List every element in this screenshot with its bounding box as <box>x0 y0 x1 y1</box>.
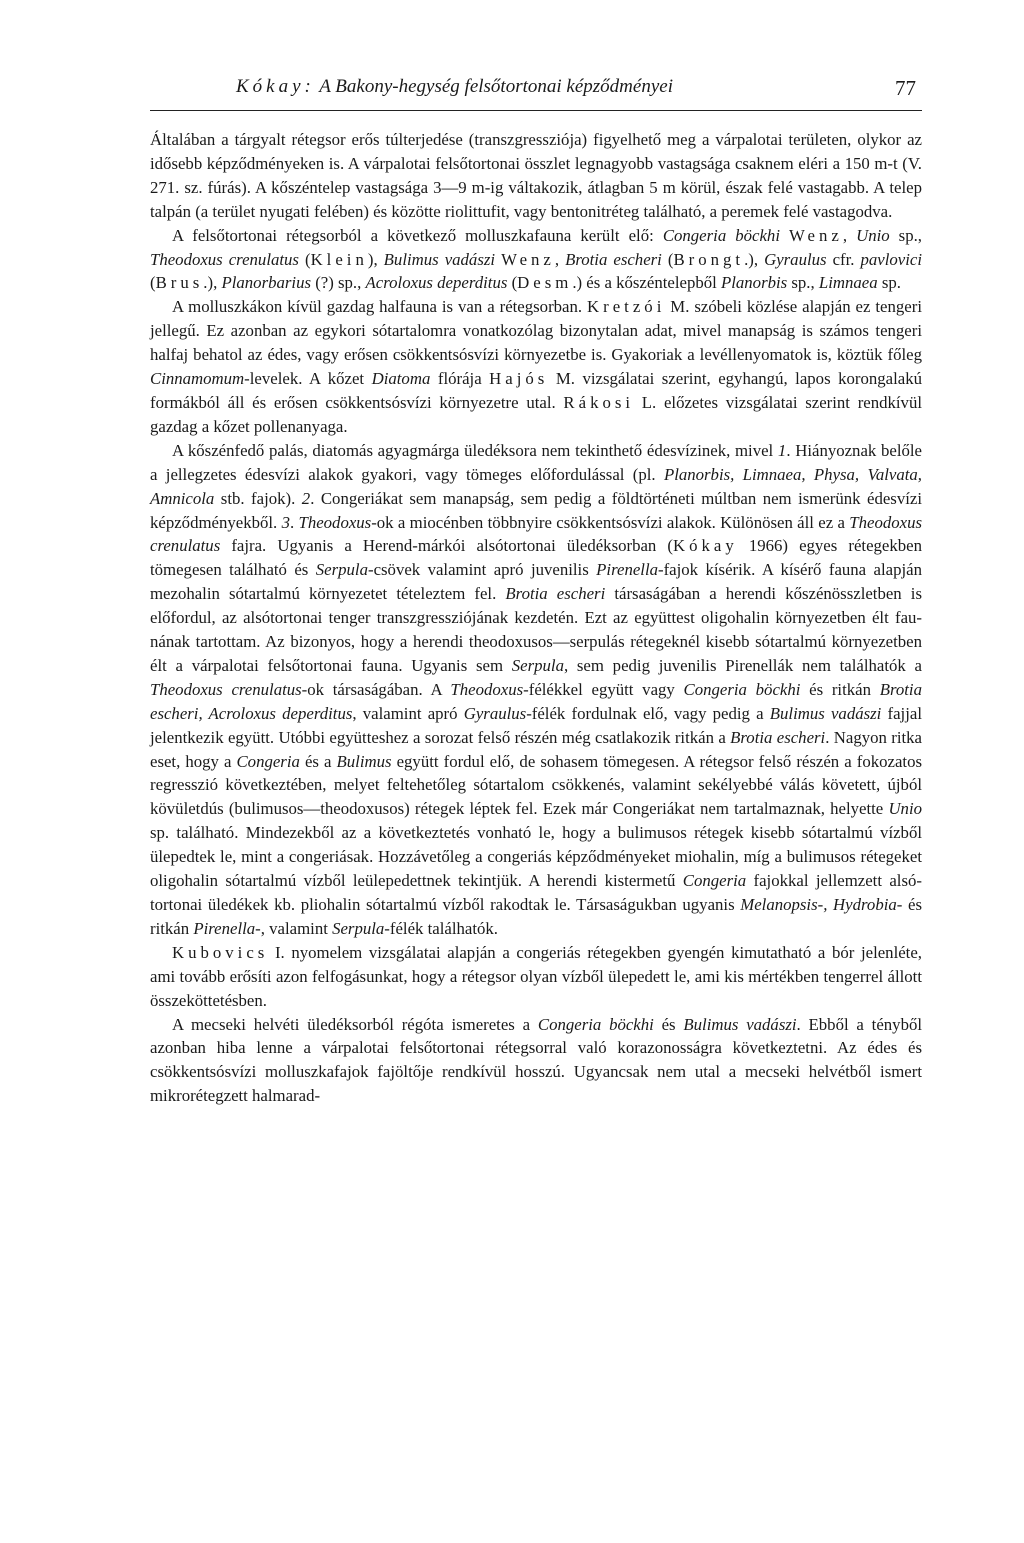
text-run <box>780 226 789 245</box>
running-title <box>236 76 673 98</box>
text-run: flórája <box>430 369 490 389</box>
taxon-italic: Bulimus vadászi <box>683 1014 797 1034</box>
text-run: sp., <box>889 225 922 245</box>
text-run: Általában a tárgyalt rétegsor erős túlterjedése (transzgressziója) figyelhető meg a várpalotai területen, olykor az idősebb képződményeken is. A várpalotai felsőtortonai összlet legnagyobb vastagsága csaknem eléri a 150 m-t (V. 271. sz. fúrás). A kőszéntelep vastagsága 3—9 m-ig váltakozik, átlagban 5 m körül, észak felé vastagabb. A telep talpán (a terület nyugati felében) és közötte riolittufit, vagy bentonitréteg található, a peremek felé vastagodva. <box>150 130 922 221</box>
taxon-italic: Bulimus vadászi <box>769 703 882 723</box>
text-run: -levelek. A kőzet <box>244 369 372 389</box>
taxon-italic: Brotia escheri <box>565 249 662 269</box>
taxon-italic: Congeria böckhi <box>683 679 801 699</box>
text-run: és a <box>299 751 337 771</box>
taxon-italic: Bulimus <box>336 751 392 771</box>
text-run: és ritkán <box>800 679 880 699</box>
text-run: M. szóbeli közlése alapján ez tengeri jellegű. Ez azonban az egykori sótartalomra vonatkozólag bizonytalan adat, mivel manapság is számos tengeri halfaj behatol az édes, vagy erősen csökkentsósvízi környezetbe is. Gyakoriak a levéllenyomatok is, köztük főleg <box>150 297 922 365</box>
taxon-italic: Congeria <box>236 751 300 771</box>
taxon-italic: Brotia escheri <box>505 584 606 604</box>
paragraph <box>150 439 922 941</box>
text-run: , <box>554 249 566 269</box>
taxon-italic: 3 <box>281 512 290 532</box>
text-run: -ok a miocénben többnyire csökkentsósvízi alakok. Különösen áll ez a <box>371 512 850 532</box>
taxon-italic: Planorbarius <box>221 273 311 293</box>
text-run: sp. <box>877 273 901 293</box>
text-run: .) és a kőszéntelepből <box>572 273 721 293</box>
header-title: A Bakony-hegység felsőtortonai képződményei <box>319 76 673 97</box>
text-run: ( <box>661 249 674 269</box>
taxon-italic: Unio <box>888 799 922 819</box>
taxon-italic: Pirenella <box>596 560 658 580</box>
text-run: cfr. <box>826 249 861 269</box>
text-run: stb. fajok). <box>214 488 302 508</box>
text-run: . <box>289 512 299 532</box>
text-run: (?) sp., <box>311 273 366 293</box>
author-name: Rákosi <box>563 392 635 412</box>
text-run: A molluszkákon kívül gazdag halfauna is van a rétegsorban. <box>172 297 588 317</box>
text-run: és ritkán <box>150 895 922 938</box>
taxon-italic: Brotia escheri <box>730 727 826 747</box>
paragraph <box>150 941 922 1013</box>
text-run: A mecseki helvéti üledéksorból régóta ismeretes a <box>172 1014 538 1034</box>
paragraph <box>150 224 922 296</box>
taxon-italic: Brotia escheri, Acroloxus deperditus <box>150 679 922 723</box>
page-number: 77 <box>895 76 916 100</box>
text-run: . Hiányoznak belőle a jellegzetes édesvízi alakok gyakori, vagy tömeges előfordulással (pl. <box>150 440 922 484</box>
text-run: , sem pedig juvenilis Pirenellák nem találhatók a <box>563 655 922 675</box>
author-name: Brongt <box>673 249 745 269</box>
text-run: fajra. Ugyanis a Herend-márkói alsótortonai üledéksorban ( <box>220 536 673 556</box>
taxon-italic: Diatoma <box>371 369 431 389</box>
running-header <box>150 70 922 111</box>
taxon-italic: Congeria <box>682 871 747 891</box>
taxon-italic: Congeria böckhi <box>537 1014 654 1034</box>
text-run: -félék fordulnak elő, vagy pedig a <box>526 703 770 723</box>
text-run: -csövek valamint apró juvenilis <box>367 560 597 580</box>
paragraph <box>150 295 922 438</box>
author-name: Hajós <box>489 369 549 389</box>
author-name: Desm <box>517 273 573 293</box>
taxon-italic: Serpula <box>315 560 368 580</box>
text-run: -fajok kísérik. A kísérő fauna alapján mezohalin sótartalmú környezetet tételeztem fel. <box>150 560 922 604</box>
author-name: Brus <box>155 273 204 293</box>
text-run: M. vizsgálatai szerint, egyhangú, lapos korongalakú formákból áll és erősen csökkentsósvízi környezetre utal. <box>150 369 922 412</box>
taxon-italic: Limnaea <box>818 273 878 293</box>
author-name: Kókay <box>672 536 738 556</box>
taxon-italic: Bulimus vadászi <box>383 249 496 269</box>
author-name: Wenz <box>501 249 555 269</box>
taxon-italic: Planorbis <box>720 273 788 293</box>
text-run: , valamint <box>260 918 333 938</box>
taxon-italic: Serpula <box>511 655 564 675</box>
text-run: ( <box>507 273 518 293</box>
taxon-italic: Serpula <box>332 918 385 938</box>
paragraph <box>150 1013 922 1109</box>
author-name: Wenz <box>789 225 843 245</box>
text-run: I. nyomelem vizsgálatai alapján a congeriás rétegekben gyengén kimutatható a bór jelenléte, ami tovább erősíti azon felfogásunkat, hogy a rétegsor olyan vízből ülepedett le, ami kis mértékben tengerrel állott összeköttetésben. <box>150 942 922 1010</box>
taxon-italic: Cinnamomum <box>150 369 245 389</box>
text-run: A felsőtortonai rétegsorból a következő molluszkafauna került elő: <box>172 225 663 245</box>
taxon-italic: Theodoxus <box>298 512 372 532</box>
text-run: -félék találhatók. <box>384 918 498 938</box>
taxon-italic: Gyraulus <box>764 249 827 269</box>
taxon-italic: Pirenella- <box>193 918 261 938</box>
taxon-italic: Theodoxus crenulatus <box>150 512 923 556</box>
body-text <box>150 128 922 1108</box>
author-name: Kubovics <box>172 942 269 962</box>
taxon-italic: Planorbis, Limnaea, Physa, Valvata, Amnicola <box>150 464 922 508</box>
text-run: L. előzetes vizsgálatai szerint rendkívül gazdag a kőzet pollenanyaga. <box>150 392 923 436</box>
header-author: Kókay: <box>236 76 315 97</box>
text-run: . Ebből a tényből azonban hiba lenne a várpalotai felsőtortonai rétegsorral való korazonosságra következtetni. Az édes és csökkentsósvízi molluszkafajok fajöltője rendkívül hosszú. Ugyancsak nem utal a mecseki helvétből ismert mikrorétegzett halmarad- <box>150 1014 923 1106</box>
text-run: 1966) egyes rétegekben tömegesen található és <box>150 536 922 580</box>
text-run: sp. található. Mindezekből az a következtetés vonható le, hogy a bulimusos rétegek kisebb sótartalmú vízből ülepedtek le, mint a congeriásak. Hozzávetőleg a congeriás képződményeket miohalin, míg a bulimusos rétegeket oligohalin sótartalmú vízből leülepedettnek tekintjük. A herendi kistermetű <box>150 823 922 891</box>
taxon-italic: 2 <box>301 488 311 508</box>
taxon-italic: Theodoxus crenulatus <box>150 249 299 269</box>
text-run: A kőszénfedő palás, diatomás agyagmárga üledéksora nem tekinthető édesvízinek, mivel <box>172 440 778 460</box>
text-run: . Congeriákat sem manapság, sem pedig a földtörténeti múltban nem ismerünk édesvízi képződményekből. <box>150 488 922 532</box>
paragraph <box>150 128 922 224</box>
text-run: és <box>653 1014 684 1034</box>
text-run: , <box>842 225 857 245</box>
taxon-italic: Melanopsis-, Hydrobia- <box>740 895 903 914</box>
taxon-italic: Acroloxus deperditus <box>365 273 508 293</box>
taxon-italic: Theodoxus crenulatus <box>150 679 302 699</box>
text-run: ( <box>150 273 156 293</box>
text-run: .), <box>203 273 222 293</box>
text-run: együtt fordul elő, de sohasem tömegesen. A rétegsor felső részén a fokozatos regresszió következtében, melyet feltehetőleg sótartalom csökkenés, valamint sekélyebbé válás követett, újból kövületdús (bulimusos—theodoxusos) rétegek léptek fel. Ezek már Congeriákat nem tartalmaznak, helyette <box>150 751 922 819</box>
author-name: Klein <box>310 249 368 269</box>
text-run: -ok társaságában. A <box>301 679 451 699</box>
text-run: .), <box>744 249 765 269</box>
taxon-italic: Congeria böckhi <box>662 225 780 245</box>
taxon-italic: Unio <box>856 225 890 245</box>
taxon-italic: 1 <box>777 440 787 460</box>
text-run: ( <box>298 249 311 269</box>
text-run: -félékkel együtt vagy <box>523 679 684 699</box>
taxon-italic: pavlovici <box>860 249 922 269</box>
author-name: Kretzói <box>587 297 666 317</box>
text-run: ), <box>367 249 384 269</box>
text-run: , valamint apró <box>352 703 464 723</box>
text-run: fajjal jelentkezik együtt. Utóbbi együtteshez a sorozat felső részén még csatlakozik ritkán a <box>150 703 922 747</box>
text-run: . Nagyon ritka eset, hogy a <box>150 727 922 771</box>
text-run: társaságában a herendi kőszénösszletben is előfordul, az alsótortonai tenger transzgressziójának kezdetén. Ezt az együttest oligohalin környezetben élt faunának tartottam. Az bizonyos, hogy a herendi theodoxusos—serpulás rétegeknél kisebb sótartalmú környezetben élt a várpalotai felsőtortonai fauna. Ugyanis sem <box>150 584 922 675</box>
text-run: fajokkal jellemzett alsótortonai üledékek kb. pliohalin sótartalmú vízből rakodtak le. Társaságukban ugyanis <box>150 871 922 914</box>
text-run: sp., <box>787 273 819 293</box>
taxon-italic: Theodoxus <box>450 679 524 699</box>
taxon-italic: Gyraulus <box>463 703 527 723</box>
